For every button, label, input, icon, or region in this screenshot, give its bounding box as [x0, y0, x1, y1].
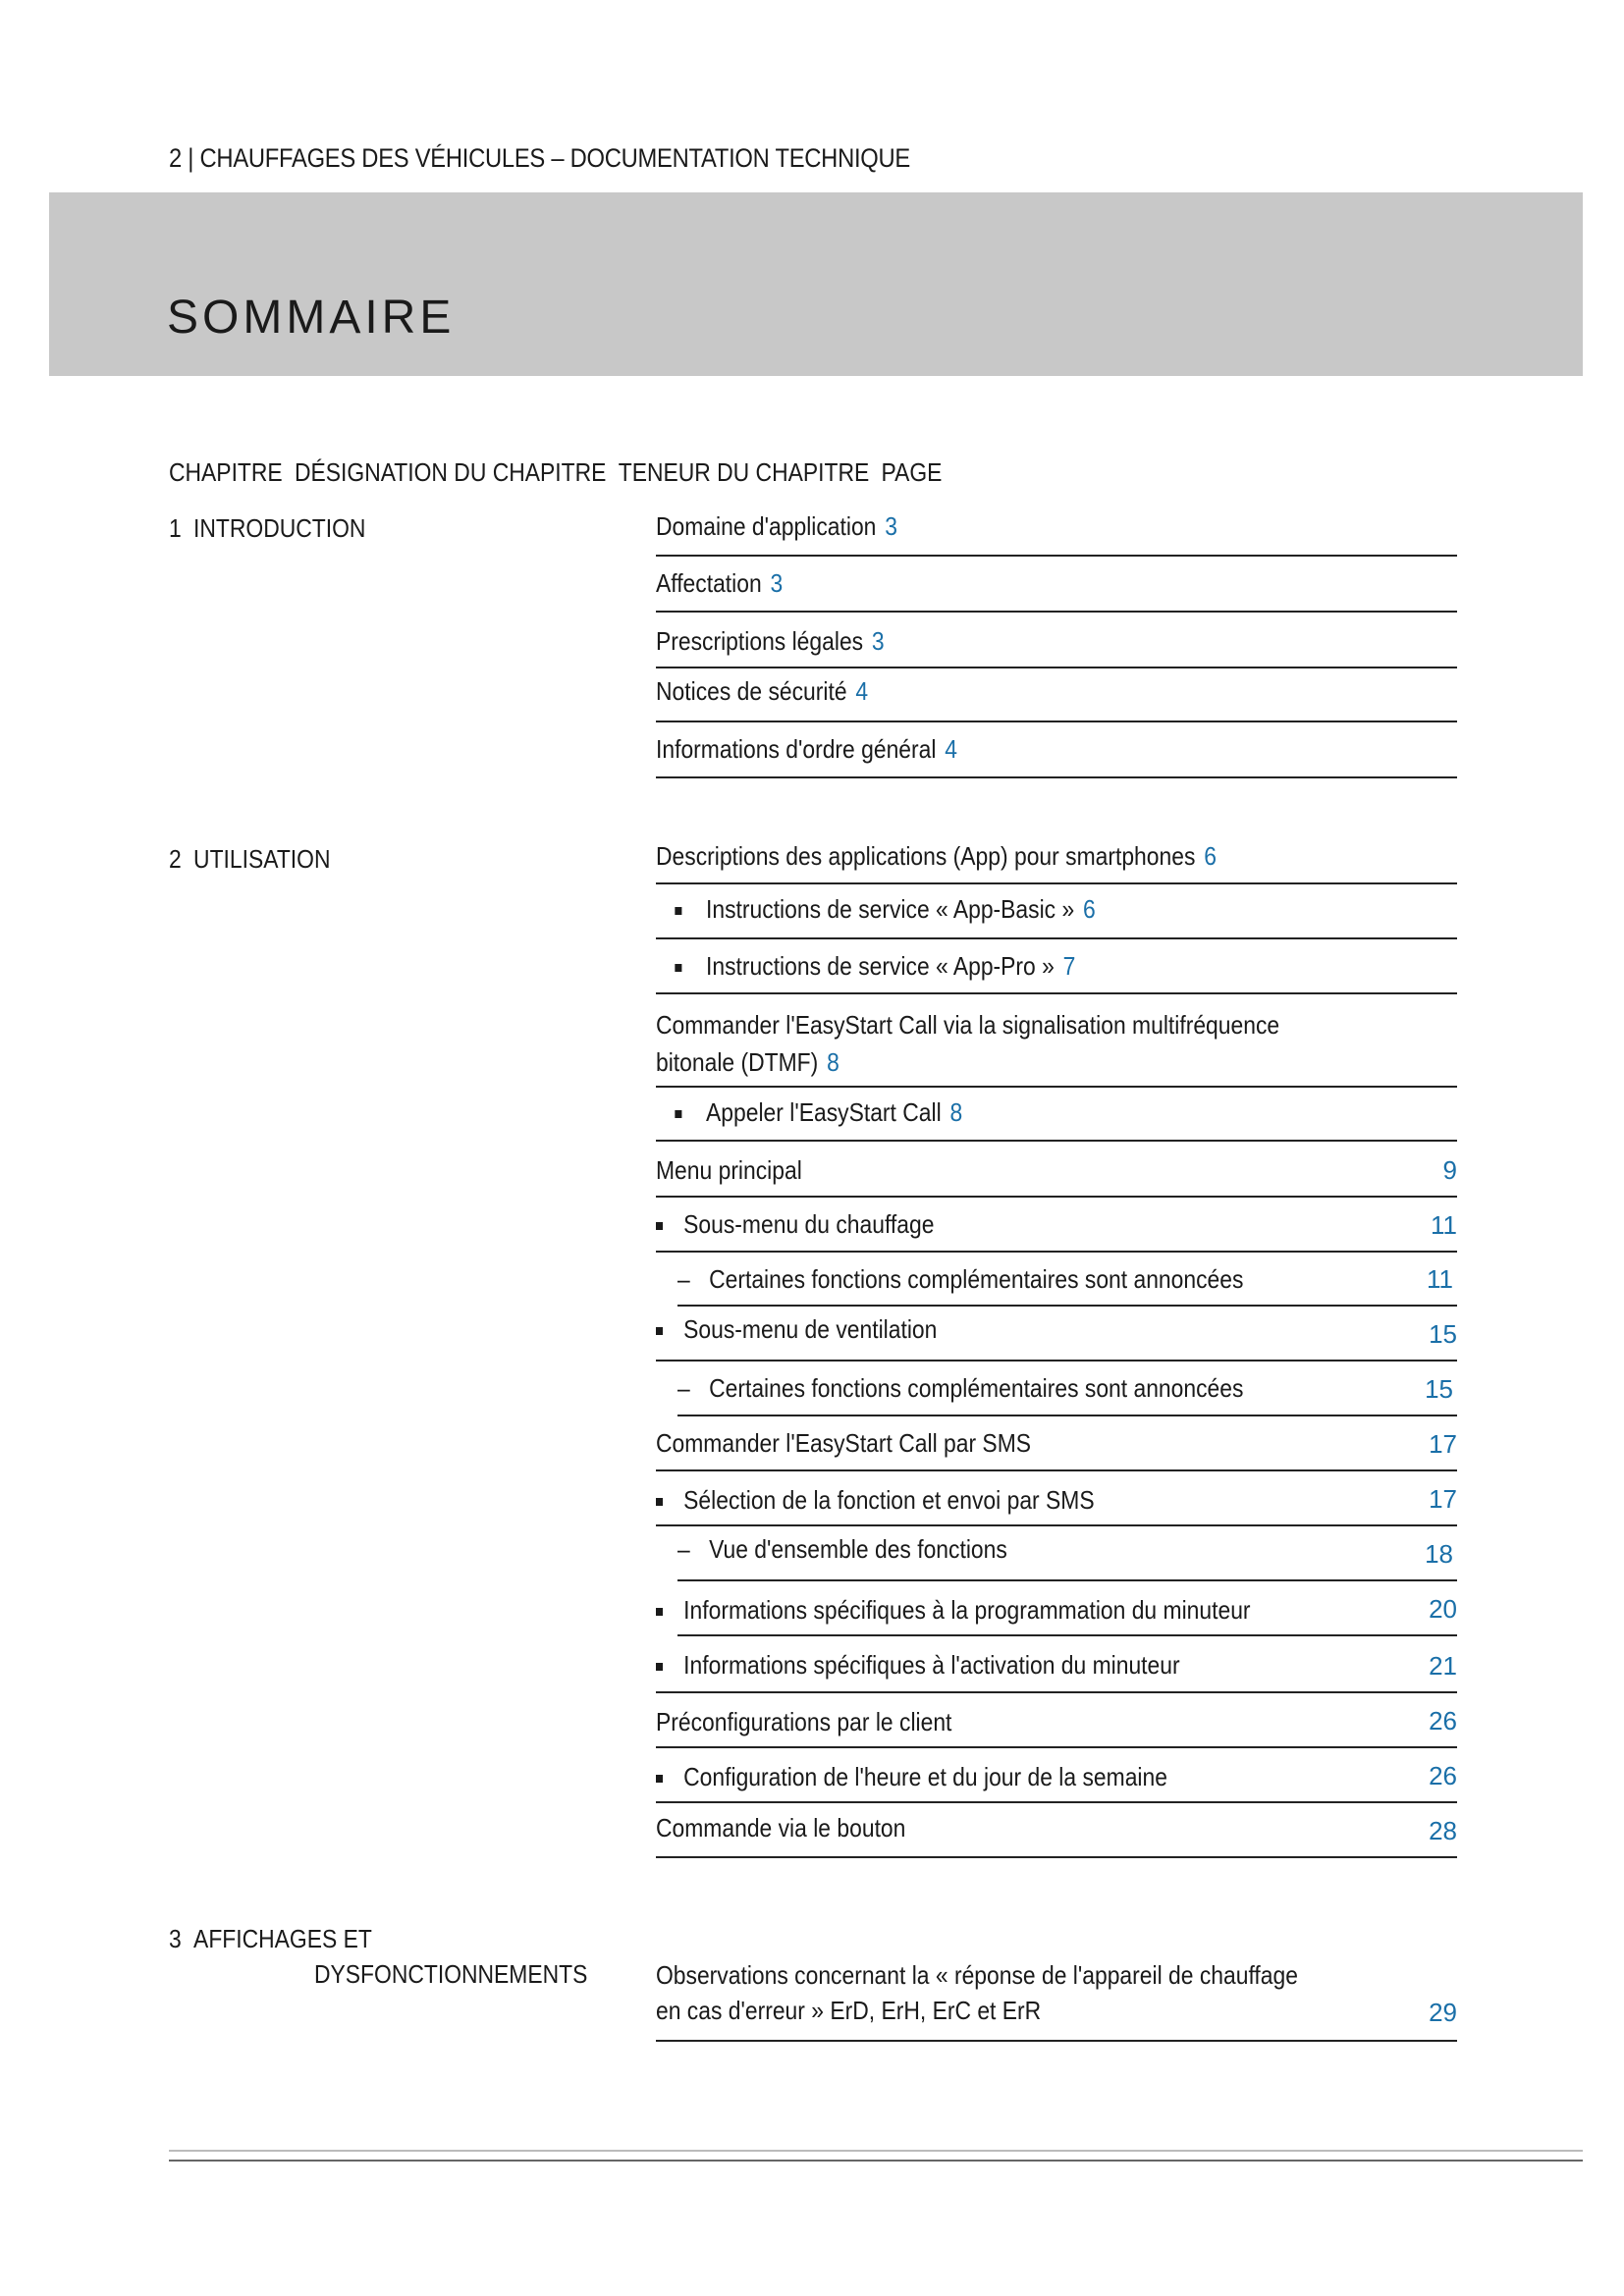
page-title: SOMMAIRE — [167, 292, 456, 344]
page-ref[interactable]: 18 — [1425, 1539, 1453, 1569]
toc-entry[interactable]: Commander l'EasyStart Call par SMS 17 — [656, 1416, 1457, 1471]
page-ref[interactable]: 11 — [1427, 1264, 1453, 1294]
chapter-title: UTILISATION — [193, 844, 331, 874]
toc-entry[interactable]: Prescriptions légales 3 — [656, 613, 1457, 668]
toc-chapter-1 — [656, 506, 1457, 778]
dash-icon: – — [677, 1373, 690, 1403]
toc-entry[interactable]: Informations spécifiques à l'activation du minuteur 21 — [656, 1636, 1457, 1693]
page-ref[interactable]: 15 — [1425, 1374, 1453, 1404]
toc-chapter-2 — [656, 837, 1457, 1858]
column-headers — [169, 457, 954, 488]
page-ref[interactable]: 28 — [1429, 1816, 1457, 1845]
toc-entry[interactable]: Configuration de l'heure et du jour de la semaine 26 — [656, 1748, 1457, 1803]
page-ref[interactable]: 11 — [1431, 1210, 1457, 1240]
toc-entry[interactable]: Sous-menu de ventilation 15 — [656, 1307, 1457, 1362]
chapter-3-title-continued: DYSFONCTIONNEMENTS — [314, 1959, 588, 1989]
page-ref[interactable]: 6 — [1204, 841, 1217, 871]
toc-entry[interactable]: Affectation 3 — [656, 557, 1457, 613]
page-ref[interactable]: 20 — [1429, 1594, 1457, 1624]
toc-entry[interactable]: Domaine d'application 3 — [656, 506, 1457, 557]
bullet-icon — [656, 1327, 663, 1335]
toc-entry[interactable]: – Certaines fonctions complémentaires sont annoncées 15 — [677, 1362, 1457, 1416]
page-ref[interactable]: 3 — [885, 511, 897, 541]
page-ref[interactable]: 26 — [1429, 1761, 1457, 1790]
toc-entry[interactable]: Informations d'ordre général 4 — [656, 722, 1457, 778]
chapter-number: 3 — [169, 1924, 182, 1953]
page-ref[interactable]: 8 — [827, 1047, 839, 1077]
toc-entry[interactable]: Descriptions des applications (App) pour smartphones 6 — [656, 837, 1457, 884]
chapter-title: INTRODUCTION — [193, 513, 366, 543]
toc-entry[interactable]: Commande via le bouton 28 — [656, 1803, 1457, 1858]
page-ref[interactable]: 6 — [1083, 894, 1096, 924]
bullet-icon — [656, 1608, 663, 1616]
col-designation: DÉSIGNATION DU CHAPITRE — [295, 457, 607, 487]
page-ref[interactable]: 4 — [855, 676, 869, 706]
page-ref[interactable]: 17 — [1429, 1484, 1457, 1514]
title-band — [49, 192, 1583, 376]
toc-entry[interactable]: Préconfigurations par le client 26 — [656, 1693, 1457, 1748]
dash-icon: – — [677, 1264, 690, 1294]
chapter-3 — [169, 1924, 372, 1954]
bullet-icon — [656, 1663, 663, 1671]
page-ref[interactable]: 3 — [770, 568, 784, 598]
toc-entry[interactable]: Instructions de service « App-Pro » 7 — [656, 939, 1457, 994]
toc-entry[interactable]: Notices de sécurité 4 — [656, 668, 1457, 722]
page-ref[interactable]: 17 — [1429, 1429, 1457, 1459]
toc-entry[interactable]: Appeler l'EasyStart Call 8 — [656, 1088, 1457, 1142]
bullet-icon — [675, 907, 681, 915]
toc-entry[interactable]: – Certaines fonctions complémentaires sont annoncées 11 — [677, 1253, 1457, 1307]
col-teneur: TENEUR DU CHAPITRE — [618, 457, 870, 487]
bullet-icon — [656, 1222, 663, 1230]
toc-entry[interactable]: Menu principal 9 — [656, 1142, 1457, 1198]
toc-entry[interactable]: Instructions de service « App-Basic » 6 — [656, 884, 1457, 939]
bullet-icon — [675, 964, 681, 972]
chapter-number: 1 — [169, 513, 182, 543]
page-ref[interactable]: 3 — [871, 626, 885, 656]
page-ref[interactable]: 7 — [1062, 951, 1076, 981]
page-ref[interactable]: 26 — [1429, 1706, 1457, 1735]
toc-entry[interactable]: Observations concernant la « réponse de l'appareil de chauffage en cas d'erreur » ErD, ErH, ErC et ErR 29 — [656, 1957, 1457, 2042]
toc-entry[interactable]: Sous-menu du chauffage 11 — [656, 1198, 1457, 1253]
footer-rule — [169, 2160, 1583, 2162]
chapter-2 — [169, 844, 330, 875]
toc-entry[interactable]: Sélection de la fonction et envoi par SMS 17 — [656, 1471, 1457, 1526]
footer-rule — [169, 2150, 1583, 2152]
toc-chapter-3 — [656, 1957, 1457, 2042]
toc-entry[interactable]: – Vue d'ensemble des fonctions 18 — [677, 1526, 1457, 1581]
chapter-1 — [169, 513, 365, 544]
page-ref[interactable]: 29 — [1429, 1998, 1457, 2027]
chapter-title: AFFICHAGES ET — [193, 1924, 372, 1953]
page-ref[interactable]: 15 — [1429, 1319, 1457, 1349]
bullet-icon — [656, 1775, 663, 1783]
chapter-number: 2 — [169, 844, 182, 874]
toc-entry[interactable]: Informations spécifiques à la programmation du minuteur 20 — [677, 1581, 1457, 1636]
page-ref[interactable]: 8 — [949, 1097, 963, 1127]
dash-icon: – — [677, 1534, 690, 1564]
running-header: 2 | CHAUFFAGES DES VÉHICULES – DOCUMENTATION TECHNIQUE — [169, 143, 910, 173]
page-ref[interactable]: 9 — [1442, 1155, 1457, 1185]
col-page: PAGE — [881, 457, 943, 487]
page-ref[interactable]: 4 — [945, 734, 957, 764]
toc-entry[interactable]: Commander l'EasyStart Call via la signalisation multifréquence bitonale (DTMF) 8 — [656, 994, 1457, 1088]
page-ref[interactable]: 21 — [1429, 1651, 1457, 1681]
col-chapitre: CHAPITRE — [169, 457, 283, 487]
bullet-icon — [656, 1498, 663, 1506]
bullet-icon — [675, 1110, 681, 1118]
